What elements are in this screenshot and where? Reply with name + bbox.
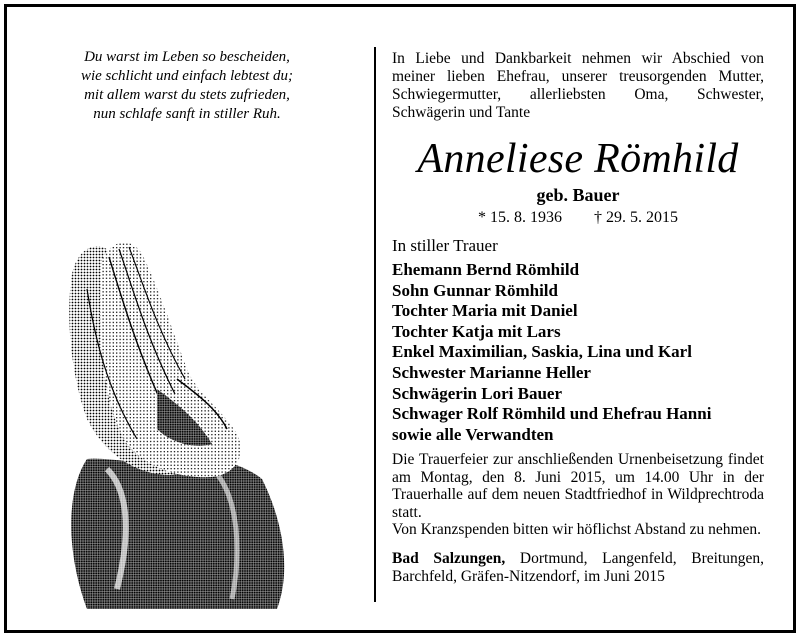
poem-line: wie schlicht und einfach lebtest du; [80, 68, 294, 84]
column-divider [374, 47, 376, 602]
death-date: † 29. 5. 2015 [594, 209, 678, 226]
birth-date: * 15. 8. 1936 [478, 209, 562, 226]
mourner: Schwägerin Lori Bauer [392, 383, 562, 403]
poem-line: mit allem warst du stets zufrieden, [84, 87, 290, 103]
place-and-date [392, 550, 764, 586]
mourner: sowie alle Verwandten [392, 424, 554, 444]
poem-line: nun schlafe sanft in stiller Ruh. [93, 106, 281, 122]
other-places: Dortmund, Langenfeld, Breitungen, Barchfeld, Gräfen-Nitzendorf, im Juni 2015 [392, 549, 764, 585]
mourners-list [392, 260, 764, 445]
funeral-info: Die Trauerfeier zur anschließenden Urnenbeisetzung findet am Montag, den 8. Juni 2015, um 14.00 Uhr in der Trauerhalle auf dem neuen Stadtfriedhof in Wildprechtroda statt. [392, 451, 764, 521]
maiden-name: geb. Bauer [536, 185, 620, 205]
intro-line: meiner lieben Ehefrau, unserer treusorgenden Mutter, [392, 68, 764, 85]
flowers-note: Von Kranzspenden bitten wir höflichst Abstand zu nehmen. [392, 521, 762, 539]
mourner: Ehemann Bernd Römhild [392, 260, 580, 279]
announcement-column [392, 50, 764, 586]
mourner: Enkel Maximilian, Saskia, Lina und Karl [392, 342, 692, 362]
poem [27, 48, 347, 124]
mourner: Tochter Maria mit Daniel [392, 301, 578, 321]
intro-line: Schwiegermutter, allerliebsten Oma, Schwester, [392, 86, 764, 103]
mourner: Schwager Rolf Römhild und Ehefrau Hanni [392, 404, 712, 424]
mourner: Tochter Katja mit Lars [392, 321, 561, 341]
deceased-name: Anneliese Römhild [417, 136, 739, 182]
mourner: Sohn Gunnar Römhild [392, 280, 558, 300]
obituary-frame [4, 4, 796, 633]
life-dates [392, 208, 764, 228]
mourner: Schwester Marianne Heller [392, 362, 591, 382]
praying-hands-icon [47, 229, 292, 614]
intro-line: Schwägerin und Tante [392, 104, 531, 121]
primary-place: Bad Salzungen, [392, 549, 506, 567]
intro-line: In Liebe und Dankbarkeit nehmen wir Abschied von [392, 50, 764, 67]
poem-line: Du warst im Leben so bescheiden, [84, 49, 290, 65]
intro-text [392, 50, 764, 122]
mourning-label: In stiller Trauer [392, 236, 498, 255]
